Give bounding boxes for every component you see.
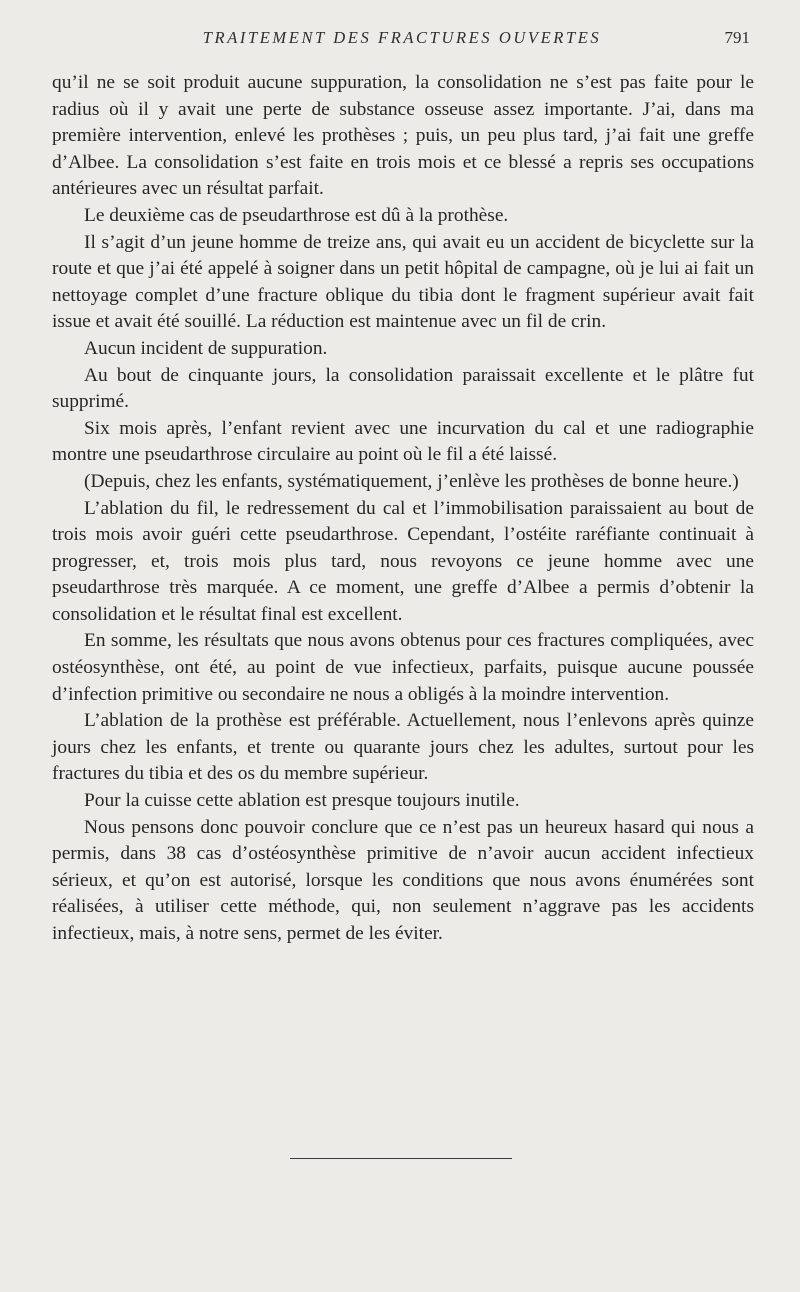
paragraph: Il s’agit d’un jeune homme de treize ans, qui avait eu un accident de bicyclette sur la route et que j’ai été appelé à soigner dans un petit hôpital de campagne, où je lui ai fait un nettoyage complet d’une fracture oblique du tibia dont le fragment supérieur avait fait issue et avait été souillé. La réduction est maintenue avec un fil de crin.	[52, 231, 754, 333]
paragraph: Au bout de cinquante jours, la consolidation paraissait excellente et le plâtre fut supprimé.	[52, 364, 754, 413]
paragraph: (Depuis, chez les enfants, systématiquement, j’enlève les prothèses de bonne heure.)	[84, 470, 739, 492]
paragraph: Nous pensons donc pouvoir conclure que ce n’est pas un heureux hasard qui nous a permis, dans 38 cas d’ostéosynthèse primitive de n’avoir aucun accident infectieux sérieux, et qu’on est autorisé, lorsque les conditions que nous avons énumérées sont réalisées, à utiliser cette méthode, qui, non seulement n’aggrave pas les accidents infectieux, mais, à notre sens, permet de les éviter.	[52, 816, 754, 944]
page-number: 791	[724, 28, 750, 47]
running-title: TRAITEMENT DES FRACTURES OUVERTES	[202, 28, 602, 47]
paragraph: Le deuxième cas de pseudarthrose est dû à la prothèse.	[84, 204, 509, 226]
section-end-rule	[290, 1158, 512, 1159]
paragraph: L’ablation du fil, le redressement du cal et l’immobilisation paraissaient au bout de trois mois avoir guéri cette pseudarthrose. Cependant, l’ostéite raréfiante continuait à progresser, et, trois mois plus tard, nous revoyons ce jeune homme avec une pseudarthrose très marquée. A ce moment, une greffe d’Albee a permis d’obtenir la consolidation et le résultat final est excellent.	[52, 497, 754, 625]
paragraph: Six mois après, l’enfant revient avec une incurvation du cal et une radiographie montre une pseudarthrose circulaire au point où le fil a été laissé.	[52, 417, 754, 466]
paragraph: Pour la cuisse cette ablation est presque toujours inutile.	[84, 790, 520, 812]
paragraph-continuation: qu’il ne se soit produit aucune suppuration, la consolidation ne s’est pas faite pour le radius où il y avait une perte de substance osseuse assez importante. J’ai, dans ma première intervention, enlevé les prothèses ; puis, un peu plus tard, j’ai fait une greffe d’Albee. La consolidation s’est faite en trois mois et ce blessé a repris ses occupations antérieures avec un résultat parfait.	[52, 72, 754, 200]
body-text	[52, 70, 754, 948]
page-header	[52, 28, 752, 52]
paragraph: Aucun incident de suppuration.	[84, 337, 328, 359]
paragraph: L’ablation de la prothèse est préférable. Actuellement, nous l’enlevons après quinze jours chez les enfants, et trente ou quarante jours chez les adultes, surtout pour les fractures du tibia et des os du membre supérieur.	[52, 710, 754, 785]
paragraph: En somme, les résultats que nous avons obtenus pour ces fractures compliquées, avec ostéosynthèse, ont été, au point de vue infectieux, parfaits, puisque aucune poussée d’infection primitive ou secondaire ne nous a obligés à la moindre intervention.	[52, 630, 754, 705]
